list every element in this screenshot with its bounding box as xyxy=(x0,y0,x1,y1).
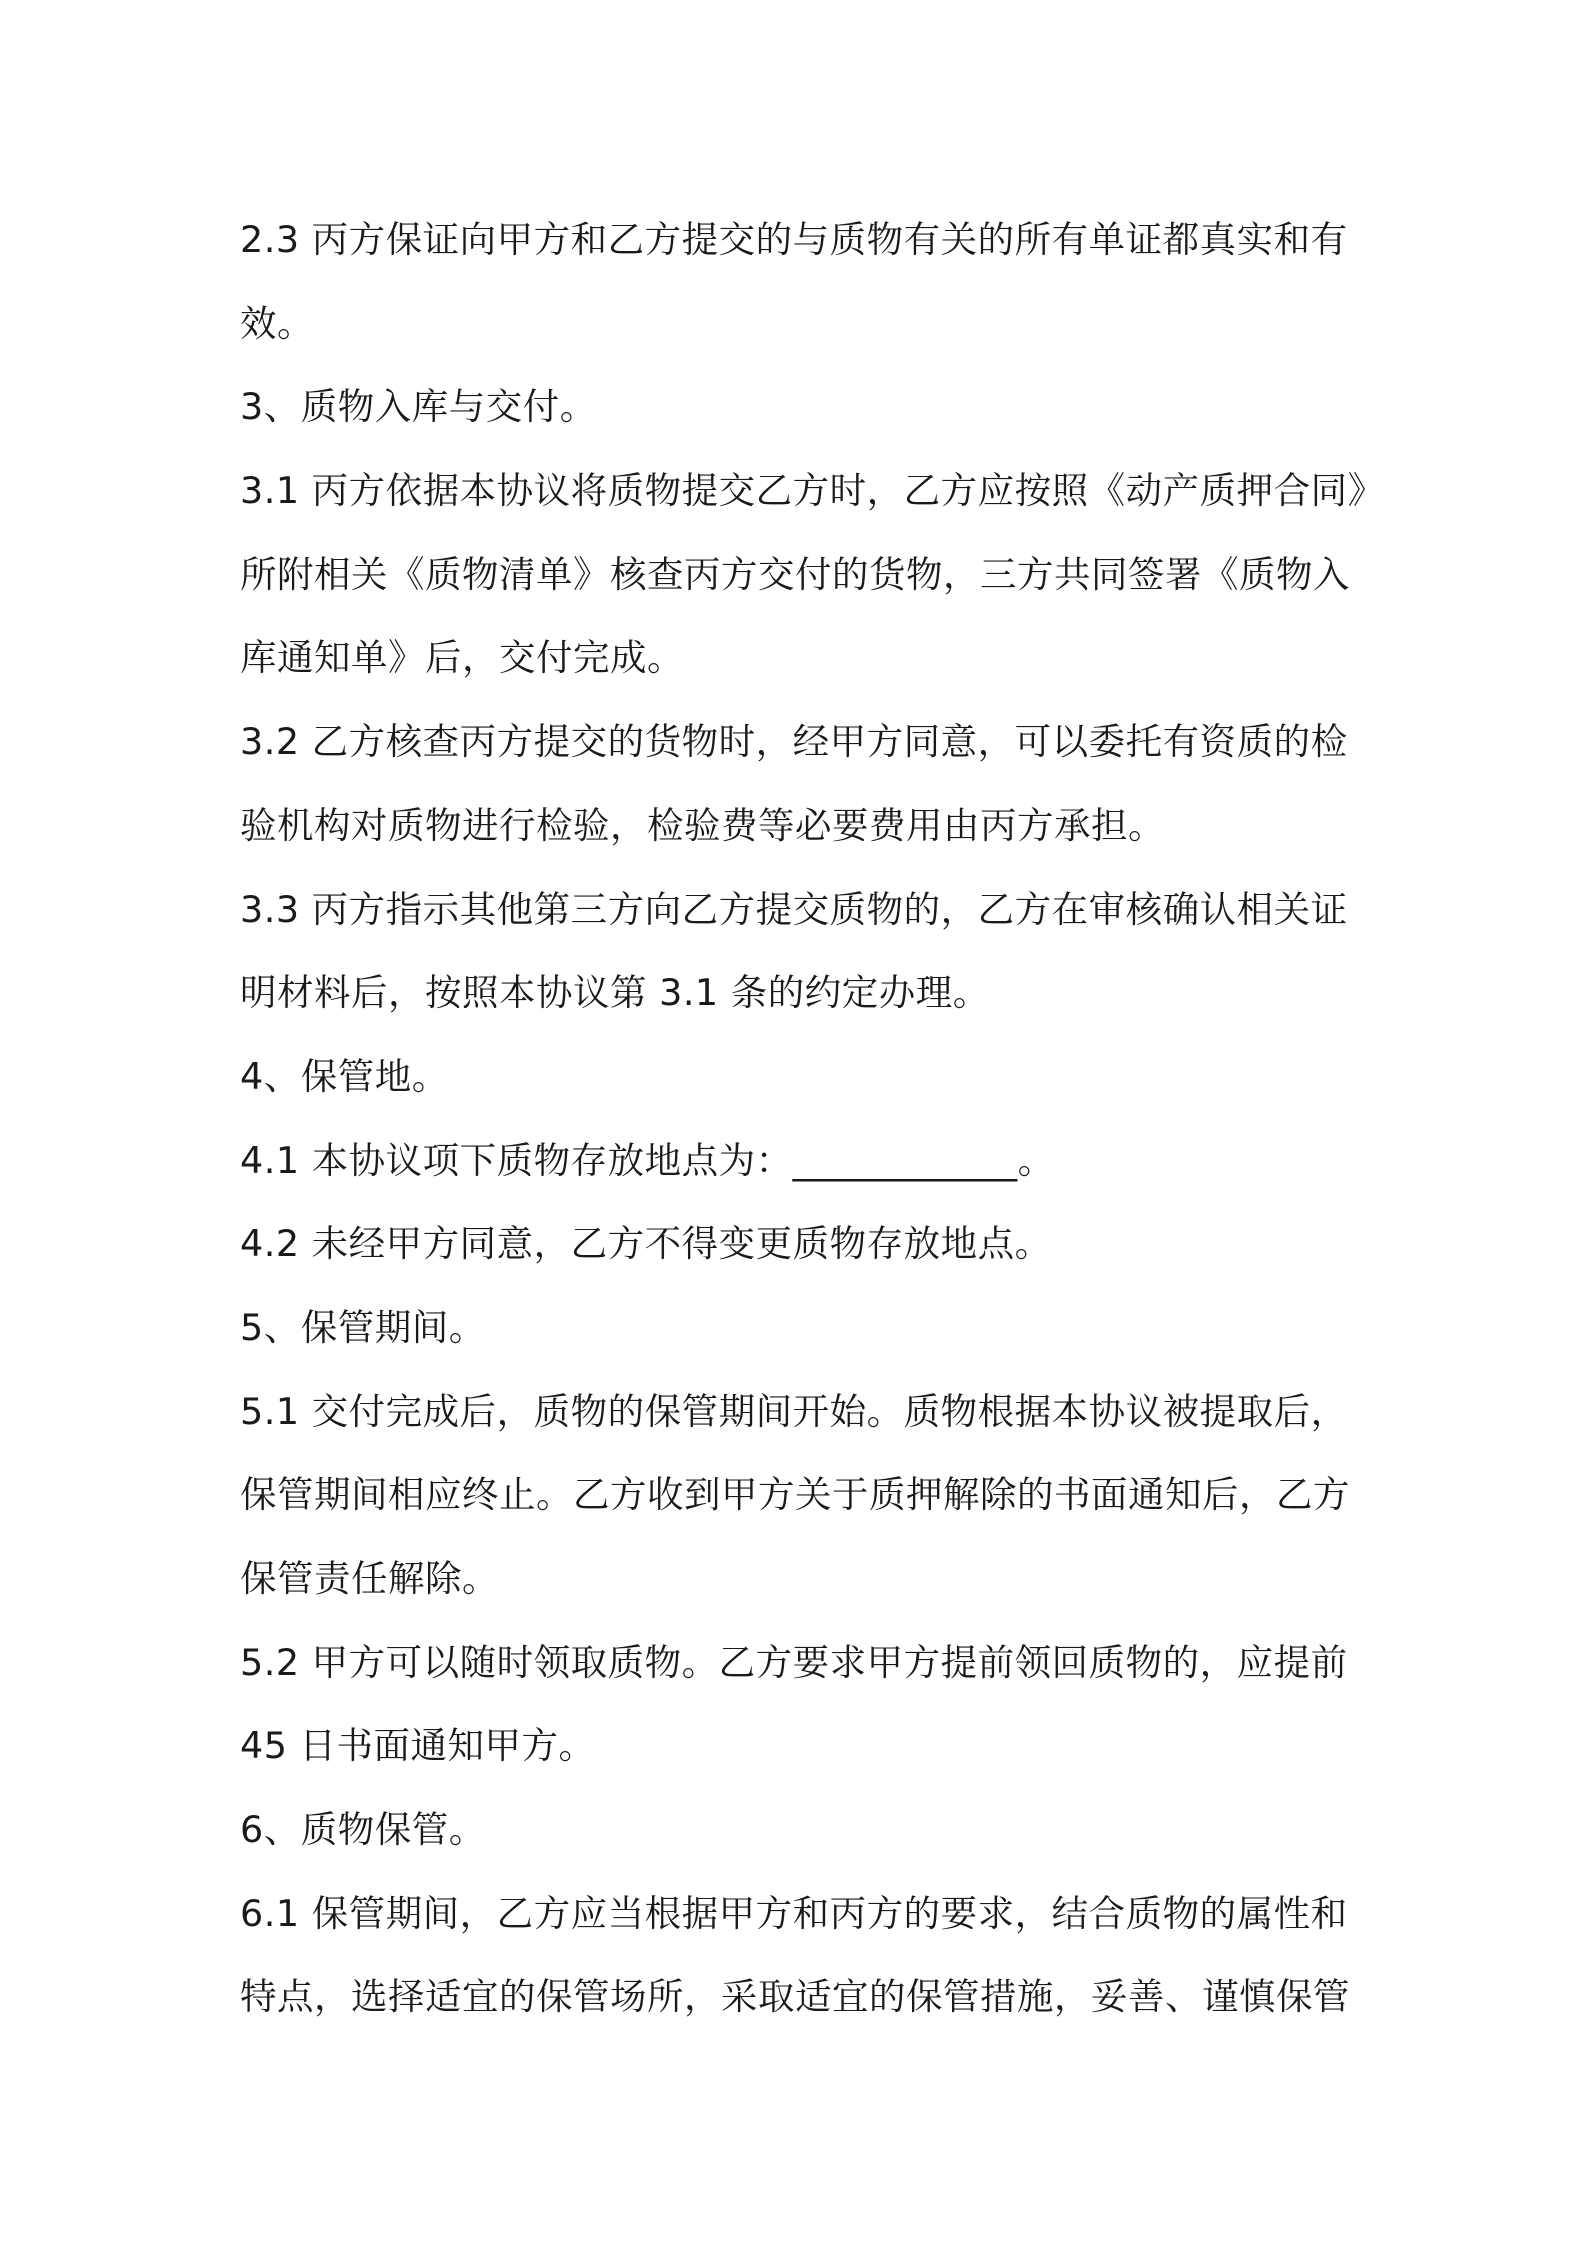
section-3-heading: 3、质物入库与交付。 xyxy=(240,385,597,429)
clause-5-2-line-1: 5.2 甲方可以随时领取质物。乙方要求甲方提前领回质物的，应提前 xyxy=(240,1640,1348,1684)
section-5-heading: 5、保管期间。 xyxy=(240,1305,486,1349)
clause-2-3-line-1: 2.3 丙方保证向甲方和乙方提交的与质物有关的所有单证都真实和有 xyxy=(240,218,1348,261)
clause-4-1-line-1: 4.1 本协议项下质物存放地点为：____________。 xyxy=(240,1138,1055,1182)
clause-4-2-line-1: 4.2 未经甲方同意，乙方不得变更质物存放地点。 xyxy=(240,1222,1052,1266)
clause-6-1-line-1: 6.1 保管期间，乙方应当根据甲方和丙方的要求，结合质物的属性和 xyxy=(240,1891,1348,1935)
clause-3-1-line-2: 所附相关《质物清单》核查丙方交付的货物，三方共同签署《质物入 xyxy=(240,552,1350,596)
clause-3-3-line-1: 3.3 丙方指示其他第三方向乙方提交质物的，乙方在审核确认相关证 xyxy=(240,887,1348,931)
clause-3-1-line-3: 库通知单》后，交付完成。 xyxy=(240,636,684,680)
clause-3-3-line-2: 明材料后，按照本协议第 3.1 条的约定办理。 xyxy=(240,971,990,1015)
clause-3-1-line-1: 3.1 丙方依据本协议将质物提交乙方时，乙方应按照《动产质押合同》 xyxy=(240,469,1385,513)
clause-5-1-line-1: 5.1 交付完成后，质物的保管期间开始。质物根据本协议被提取后， xyxy=(240,1389,1348,1433)
document-body xyxy=(240,198,1385,2039)
clause-5-1-line-2: 保管期间相应终止。乙方收到甲方关于质押解除的书面通知后，乙方 xyxy=(240,1473,1350,1517)
section-6-heading: 6、质物保管。 xyxy=(240,1808,486,1852)
clause-5-2-line-2: 45 日书面通知甲方。 xyxy=(240,1724,596,1768)
clause-3-2-line-1: 3.2 乙方核查丙方提交的货物时，经甲方同意，可以委托有资质的检 xyxy=(240,720,1348,764)
clause-6-1-line-2: 特点，选择适宜的保管场所，采取适宜的保管措施，妥善、谨慎保管 xyxy=(240,1975,1350,2019)
clause-5-1-line-3: 保管责任解除。 xyxy=(240,1557,499,1600)
section-4-heading: 4、保管地。 xyxy=(240,1054,449,1098)
clause-2-3-line-2: 效。 xyxy=(240,301,314,345)
clause-3-2-line-2: 验机构对质物进行检验，检验费等必要费用由丙方承担。 xyxy=(240,803,1165,847)
